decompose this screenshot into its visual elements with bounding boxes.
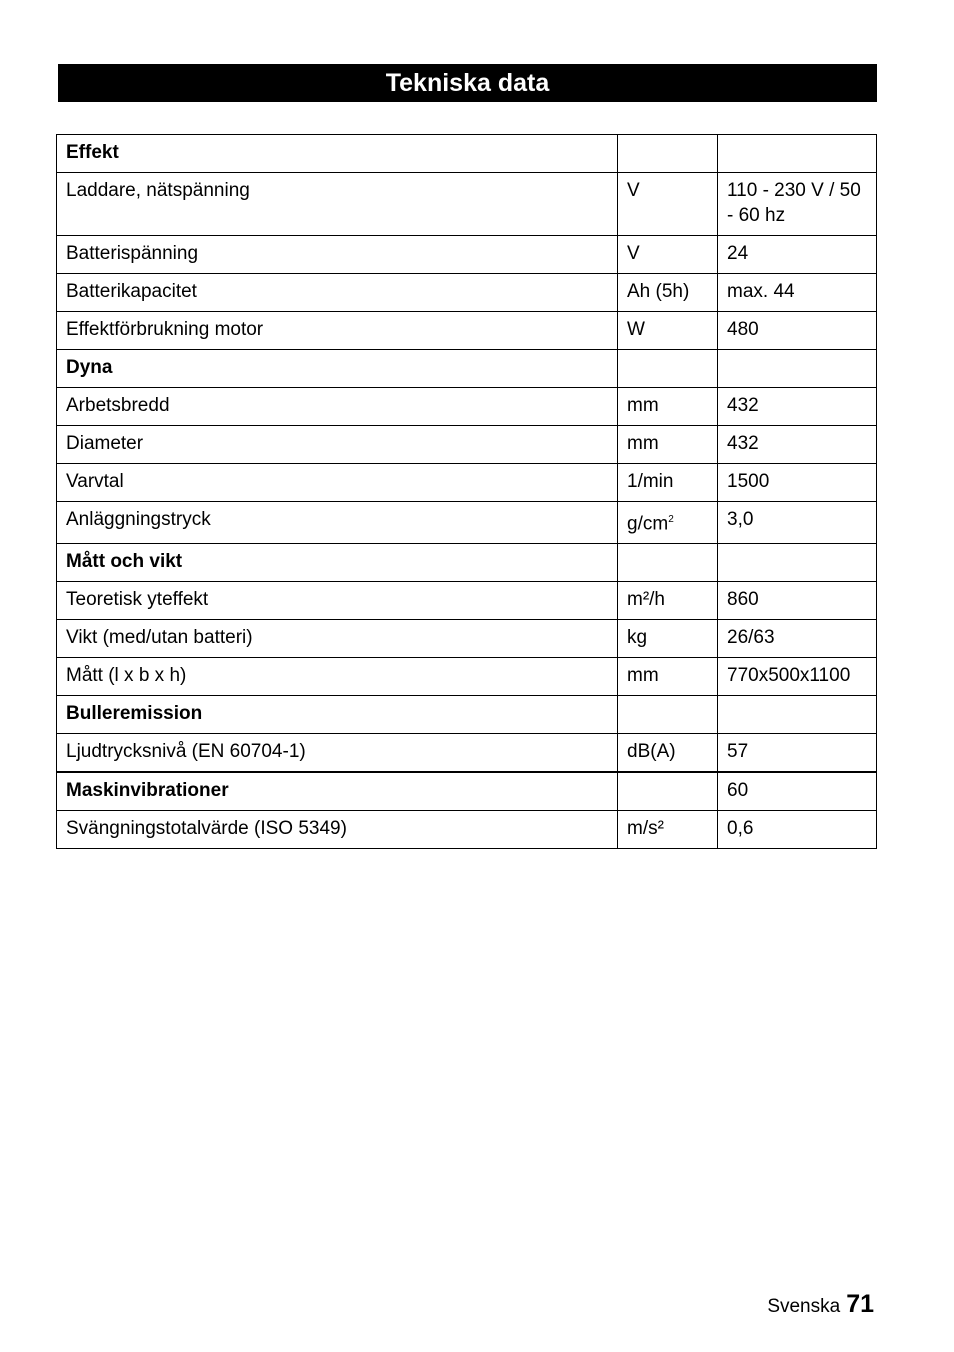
row-unit: mm <box>618 658 718 696</box>
row-label: Batterispänning <box>57 236 618 274</box>
row-label: Mått och vikt <box>57 544 618 582</box>
table-row <box>57 582 877 620</box>
row-unit <box>618 350 718 388</box>
row-unit <box>618 135 718 173</box>
row-unit-superscript: 2 <box>668 514 674 525</box>
row-unit: m/s² <box>618 811 718 849</box>
table-row <box>57 464 877 502</box>
table-row-section-dyna <box>57 350 877 388</box>
row-value: 110 - 230 V / 50 - 60 hz <box>718 173 877 236</box>
row-value: 432 <box>718 426 877 464</box>
row-value <box>718 135 877 173</box>
row-value: 1500 <box>718 464 877 502</box>
row-value: 3,0 <box>718 502 877 544</box>
row-label: Effektförbrukning motor <box>57 312 618 350</box>
table-row-section-matt-och-vikt <box>57 544 877 582</box>
row-unit: mm <box>618 426 718 464</box>
row-value: 26/63 <box>718 620 877 658</box>
row-label: Mått (l x b x h) <box>57 658 618 696</box>
table-row <box>57 620 877 658</box>
row-unit: kg <box>618 620 718 658</box>
row-unit: V <box>618 173 718 236</box>
row-unit: m²/h <box>618 582 718 620</box>
row-value <box>718 544 877 582</box>
row-unit <box>618 772 718 811</box>
footer-language: Svenska <box>767 1296 841 1317</box>
row-label: Bulleremission <box>57 696 618 734</box>
row-unit: V <box>618 236 718 274</box>
table-row-section-effekt <box>57 135 877 173</box>
row-value: 860 <box>718 582 877 620</box>
row-value: 24 <box>718 236 877 274</box>
row-label: Diameter <box>57 426 618 464</box>
row-unit: dB(A) <box>618 734 718 773</box>
table-row <box>57 502 877 544</box>
table-row <box>57 236 877 274</box>
row-label: Varvtal <box>57 464 618 502</box>
row-unit-text: g/cm <box>627 513 669 535</box>
row-value <box>718 350 877 388</box>
row-value: 57 <box>718 734 877 773</box>
row-label: Vikt (med/utan batteri) <box>57 620 618 658</box>
row-unit: Ah (5h) <box>618 274 718 312</box>
page-title-text: Tekniska data <box>385 68 550 97</box>
row-label: Arbetsbredd <box>57 388 618 426</box>
row-value <box>718 696 877 734</box>
table-row <box>57 388 877 426</box>
row-unit: W <box>618 312 718 350</box>
row-value: 432 <box>718 388 877 426</box>
page-title <box>58 64 877 102</box>
row-label: Batterikapacitet <box>57 274 618 312</box>
page-footer <box>767 1290 874 1319</box>
table-row-section-bulleremission <box>57 696 877 734</box>
row-label: Ljudtrycksnivå (EN 60704-1) <box>57 734 618 773</box>
table-row <box>57 734 877 773</box>
row-label: Teoretisk yteffekt <box>57 582 618 620</box>
row-label: Svängningstotalvärde (ISO 5349) <box>57 811 618 849</box>
table-row <box>57 811 877 849</box>
row-label: Maskinvibrationer <box>57 772 618 811</box>
row-unit: 1/min <box>618 464 718 502</box>
row-value: 60 <box>718 772 877 811</box>
row-label: Dyna <box>57 350 618 388</box>
table-row <box>57 173 877 236</box>
row-unit <box>618 544 718 582</box>
page-number: 71 <box>846 1290 874 1318</box>
row-value: 770x500x1100 <box>718 658 877 696</box>
row-value: 480 <box>718 312 877 350</box>
row-unit <box>618 502 718 544</box>
row-value: 0,6 <box>718 811 877 849</box>
table-row <box>57 312 877 350</box>
row-label: Effekt <box>57 135 618 173</box>
row-label: Laddare, nätspänning <box>57 173 618 236</box>
table-row-section-maskinvibrationer <box>57 772 877 811</box>
table-row <box>57 658 877 696</box>
row-unit: mm <box>618 388 718 426</box>
row-value: max. 44 <box>718 274 877 312</box>
row-unit <box>618 696 718 734</box>
technical-data-table <box>56 134 877 849</box>
table-row <box>57 274 877 312</box>
row-label: Anläggningstryck <box>57 502 618 544</box>
table-row <box>57 426 877 464</box>
